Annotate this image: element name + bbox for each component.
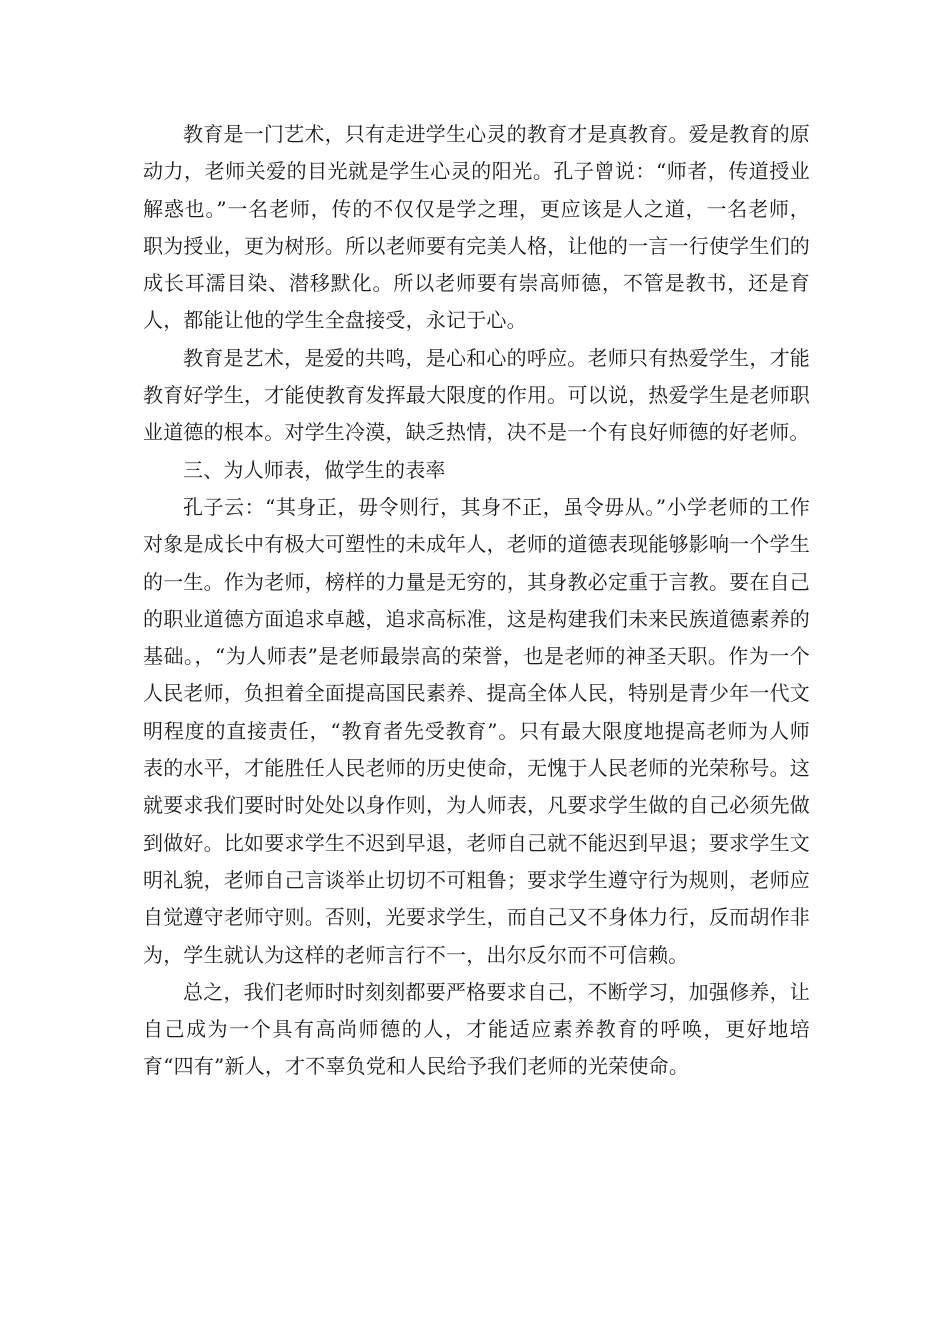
paragraph-conclusion: 总之，我们老师时时刻刻都要严格要求自己，不断学习，加强修养，让自己成为一个具有高尚师德的人，才能适应素养教育的呼唤，更好地培育“四有”新人，才不辜负党和人民给予我们老师的光荣使命。: [143, 979, 810, 1079]
paragraph-confucius-quote: 孔子云：“其身正，毋令则行，其身不正，虽令毋从。”小学老师的工作对象是成长中有极大可塑性的未成年人，老师的道德表现能够影响一个学生的一生。作为老师，榜样的力量是无穷的，其身教必定重于言教。要在自己的职业道德方面追求卓越，追求高标准，这是构建我们未来民族道德素养的基础。，“为人师表”是老师最崇高的荣誉，也是老师的神圣天职。作为一个人民老师，负担着全面提高国民素养、提高全体人民，特别是青少年一代文明程度的直接责任，“教育者先受教育”。只有最大限度地提高老师为人师表的水平，才能胜任人民老师的历史使命，无愧于人民老师的光荣称号。这就要求我们要时时处处以身作则，为人师表，凡要求学生做的自己必须先做到做好。比如要求学生不迟到早退，老师自己就不能迟到早退；要求学生文明礼貌，老师自己言谈举止切切不可粗鲁；要求学生遵守行为规则，老师应自觉遵守老师守则。否则，光要求学生，而自己又不身体力行，反而胡作非为，学生就认为这样的老师言行不一，出尔反尔而不可信赖。: [143, 494, 810, 967]
document-body: [143, 116, 810, 1086]
section-heading-role-model: 三、为人师表，做学生的表率: [183, 457, 446, 482]
paragraph-love-resonance: 教育是艺术，是爱的共鸣，是心和心的呼应。老师只有热爱学生，才能教育好学生，才能使教育发挥最大限度的作用。可以说，热爱学生是老师职业道德的根本。对学生冷漠，缺乏热情，决不是一个有良好师德的好老师。: [143, 345, 810, 445]
paragraph-education-art: 教育是一门艺术，只有走进学生心灵的教育才是真教育。爱是教育的原动力，老师关爱的目光就是学生心灵的阳光。孔子曾说：“师者，传道授业解惑也。”一名老师，传的不仅仅是学之理，更应该是人之道，一名老师，职为授业，更为树形。所以老师要有完美人格，让他的一言一行使学生们的成长耳濡目染、潜移默化。所以老师要有崇高师德，不管是教书，还是育人，都能让他的学生全盘接受，永记于心。: [143, 122, 810, 333]
